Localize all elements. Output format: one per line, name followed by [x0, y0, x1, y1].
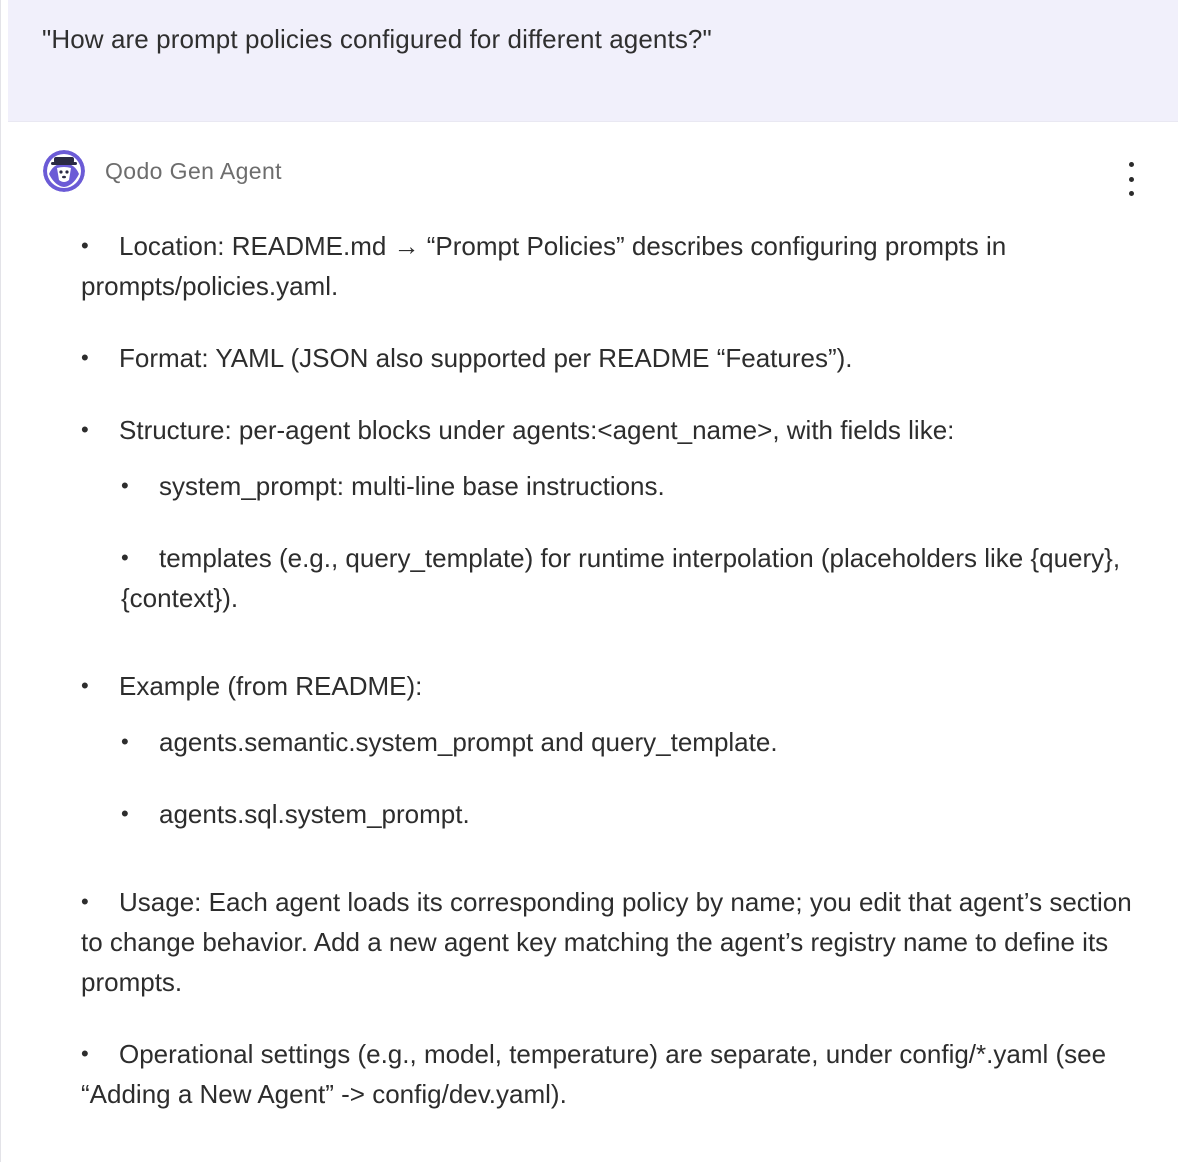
- ellipsis-dot: [1129, 177, 1134, 182]
- more-options-button[interactable]: [1117, 162, 1145, 196]
- bullet: •: [81, 345, 89, 370]
- bullet: •: [121, 473, 129, 498]
- bullet: •: [81, 673, 89, 698]
- list-item-text: Location: README.md → “Prompt Policies” describes configuring prompts in prompts/policies.yaml.: [81, 231, 1007, 301]
- list-item-text: templates (e.g., query_template) for runtime interpolation (placeholders like {query}, {context}).: [121, 543, 1121, 613]
- bullet: •: [81, 889, 89, 914]
- list-item-text: Format: YAML (JSON also supported per README “Features”).: [119, 343, 853, 373]
- agent-header: [43, 150, 282, 192]
- list-item-text: Structure: per-agent blocks under agents:<agent_name>, with fields like:: [119, 415, 955, 445]
- list-item: [81, 882, 1151, 1002]
- vertical-ellipsis-icon: [1129, 162, 1134, 167]
- list-item: [81, 1034, 1151, 1114]
- bullet: •: [81, 417, 89, 442]
- bullet: •: [121, 729, 129, 754]
- bullet: •: [81, 1041, 89, 1066]
- bullet: •: [121, 801, 129, 826]
- list-item: [81, 226, 1151, 306]
- list-item-text: Usage: Each agent loads its corresponding policy by name; you edit that agent’s section to change behavior. Add a new agent key matching the agent’s registry name to define its prompts.: [81, 887, 1132, 997]
- list-item-text: Operational settings (e.g., model, temperature) are separate, under config/*.yaml (see “Adding a New Agent” -> config/dev.yaml).: [81, 1039, 1107, 1109]
- list-item-text: agents.semantic.system_prompt and query_template.: [159, 727, 778, 757]
- list-item: [81, 666, 1151, 706]
- qodo-mascot-icon: [43, 150, 85, 192]
- sub-list-item: [81, 466, 1151, 506]
- list-item-text: agents.sql.system_prompt.: [159, 799, 470, 829]
- sub-list-item: [81, 538, 1151, 618]
- list-item: [81, 410, 1151, 450]
- list-item-text: Example (from README):: [119, 671, 423, 701]
- ellipsis-dot: [1129, 191, 1134, 196]
- sub-list-item: [81, 794, 1151, 834]
- list-item-text: system_prompt: multi-line base instructions.: [159, 471, 665, 501]
- list-item: [81, 338, 1151, 378]
- bullet: •: [81, 233, 89, 258]
- user-message: [8, 0, 1178, 122]
- sub-list-item: [81, 722, 1151, 762]
- agent-response: [81, 226, 1151, 1114]
- agent-name: Qodo Gen Agent: [105, 157, 282, 184]
- user-message-text: "How are prompt policies configured for different agents?": [42, 24, 712, 54]
- bullet: •: [121, 545, 129, 570]
